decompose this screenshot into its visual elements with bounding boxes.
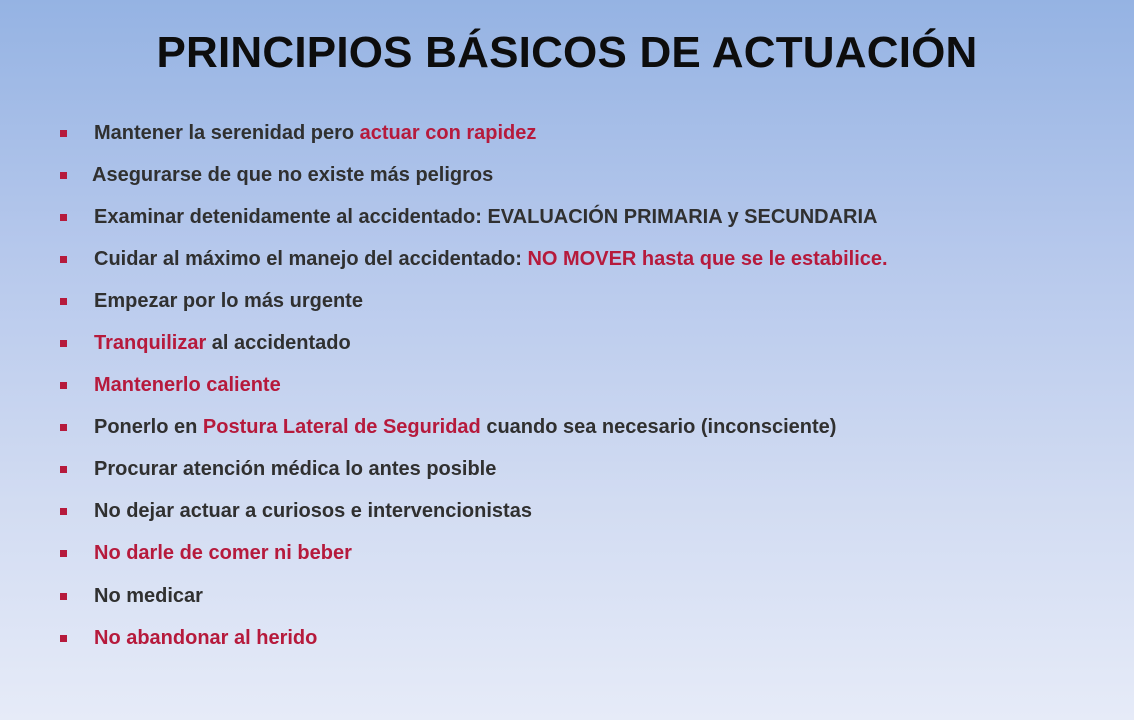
list-item <box>56 575 888 617</box>
square-bullet-icon <box>60 424 67 431</box>
list-item <box>56 617 888 659</box>
item-text-segment: Procurar atención médica lo antes posible <box>94 458 497 481</box>
item-text-segment: al accidentado <box>206 332 351 355</box>
item-text <box>94 500 532 523</box>
square-bullet-icon <box>60 593 67 600</box>
item-text-segment: Ponerlo en <box>94 416 203 439</box>
list-item <box>56 491 888 533</box>
principles-list <box>56 112 888 659</box>
item-text <box>94 458 496 481</box>
item-text-segment: cuando sea necesario (inconsciente) <box>480 416 837 439</box>
item-text-emphasis: NO MOVER hasta que se le estabilice. <box>527 247 888 270</box>
list-item <box>56 449 888 491</box>
item-text-segment: Cuidar al máximo el manejo del accidentado: <box>94 247 528 270</box>
list-item <box>56 407 888 449</box>
square-bullet-icon <box>60 214 67 221</box>
square-bullet-icon <box>60 550 67 557</box>
item-text-segment: Mantener la serenidad pero <box>94 121 360 144</box>
item-text-emphasis: Tranquilizar <box>94 332 207 355</box>
item-text <box>94 542 352 565</box>
item-text-emphasis: No abandonar al herido <box>94 626 318 649</box>
list-item <box>56 112 888 154</box>
list-item <box>56 154 888 196</box>
item-text <box>94 374 281 397</box>
square-bullet-icon <box>60 256 67 263</box>
square-bullet-icon <box>60 466 67 473</box>
square-bullet-icon <box>60 172 67 179</box>
square-bullet-icon <box>60 508 67 515</box>
item-text <box>94 248 888 271</box>
item-text-segment: No dejar actuar a curiosos e intervencionistas <box>94 500 532 523</box>
item-text-emphasis: No darle de comer ni beber <box>94 542 352 565</box>
item-text <box>94 627 317 650</box>
item-text <box>94 206 877 229</box>
square-bullet-icon <box>60 340 67 347</box>
item-text-emphasis: Mantenerlo caliente <box>94 374 281 397</box>
list-item <box>56 238 888 280</box>
square-bullet-icon <box>60 298 67 305</box>
item-text <box>94 122 536 145</box>
list-item <box>56 196 888 238</box>
slide-title: PRINCIPIOS BÁSICOS DE ACTUACIÓN <box>156 28 978 77</box>
list-item <box>56 533 888 575</box>
item-text <box>92 164 493 187</box>
item-text <box>94 416 836 439</box>
item-text-segment: Empezar por lo más urgente <box>94 289 363 312</box>
list-item <box>56 365 888 407</box>
item-text-emphasis: Postura Lateral de Seguridad <box>202 416 481 439</box>
square-bullet-icon <box>60 635 67 642</box>
item-text <box>94 332 351 355</box>
item-text <box>94 290 363 313</box>
square-bullet-icon <box>60 130 67 137</box>
item-text-segment: Examinar detenidamente al accidentado: EVALUACIÓN PRIMARIA y SECUNDARIA <box>94 205 878 228</box>
square-bullet-icon <box>60 382 67 389</box>
item-text-segment: Asegurarse de que no existe más peligros <box>92 163 494 186</box>
list-item <box>56 280 888 322</box>
item-text <box>94 585 203 608</box>
item-text-emphasis: actuar con rapidez <box>359 121 537 144</box>
list-item <box>56 322 888 364</box>
item-text-segment: No medicar <box>94 584 203 607</box>
